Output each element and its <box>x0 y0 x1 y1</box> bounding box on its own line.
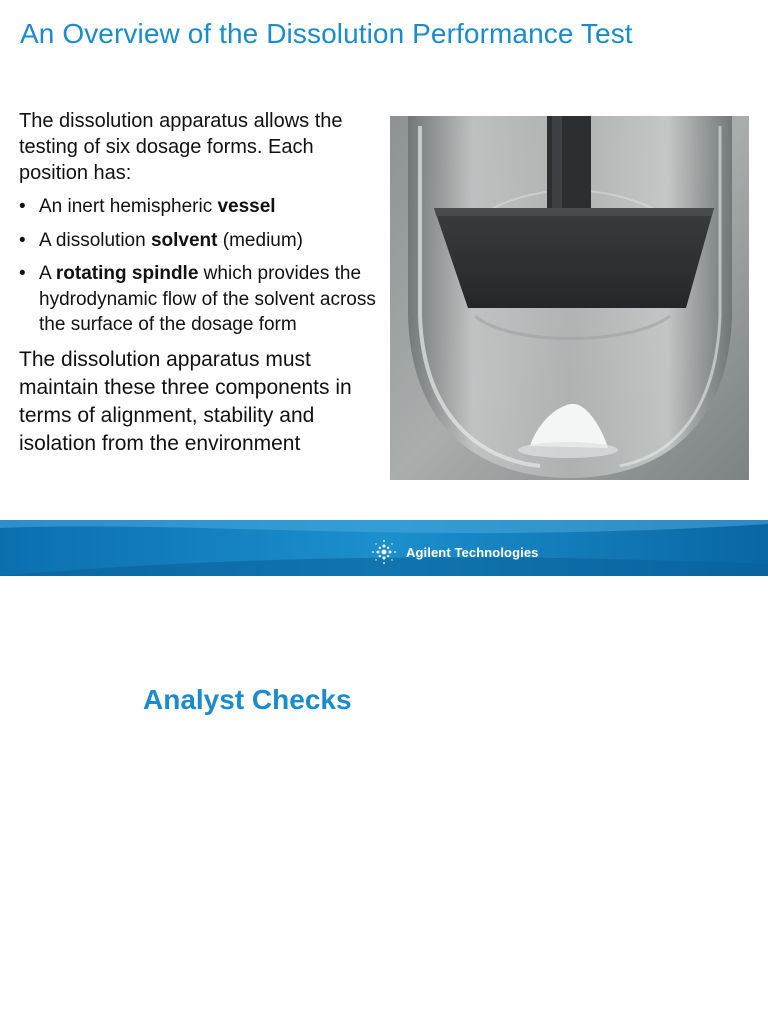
bold-term: solvent <box>150 229 218 251</box>
bold-term: vessel <box>217 196 276 217</box>
spark-logo-icon <box>370 538 398 566</box>
list-item: • A rotating spindle which provides the hydrodynamic flow of the solvent across the surface of the dosage form <box>19 263 376 335</box>
intro-paragraph: The dissolution apparatus allows the testing of six dosage forms. Each position has: <box>19 110 343 184</box>
dissolution-vessel-photo <box>390 116 749 480</box>
bullet-glyph: • <box>19 229 26 251</box>
section-heading: Analyst Checks <box>143 684 352 715</box>
slide-body <box>19 108 381 458</box>
agilent-logo <box>370 538 539 566</box>
closing-paragraph: The dissolution apparatus must maintain these three components in terms of alignment, stability and isolation from the environment <box>19 347 352 455</box>
component-list <box>19 194 381 338</box>
bullet-glyph: • <box>19 196 26 217</box>
slide-title: An Overview of the Dissolution Performance Test <box>20 18 633 49</box>
brand-name: Agilent Technologies <box>406 544 539 560</box>
list-item: • A dissolution solvent (medium) <box>19 228 381 254</box>
list-item: • An inert hemispheric vessel <box>19 194 381 220</box>
bold-term: rotating spindle <box>55 263 199 284</box>
bullet-glyph: • <box>19 263 26 284</box>
